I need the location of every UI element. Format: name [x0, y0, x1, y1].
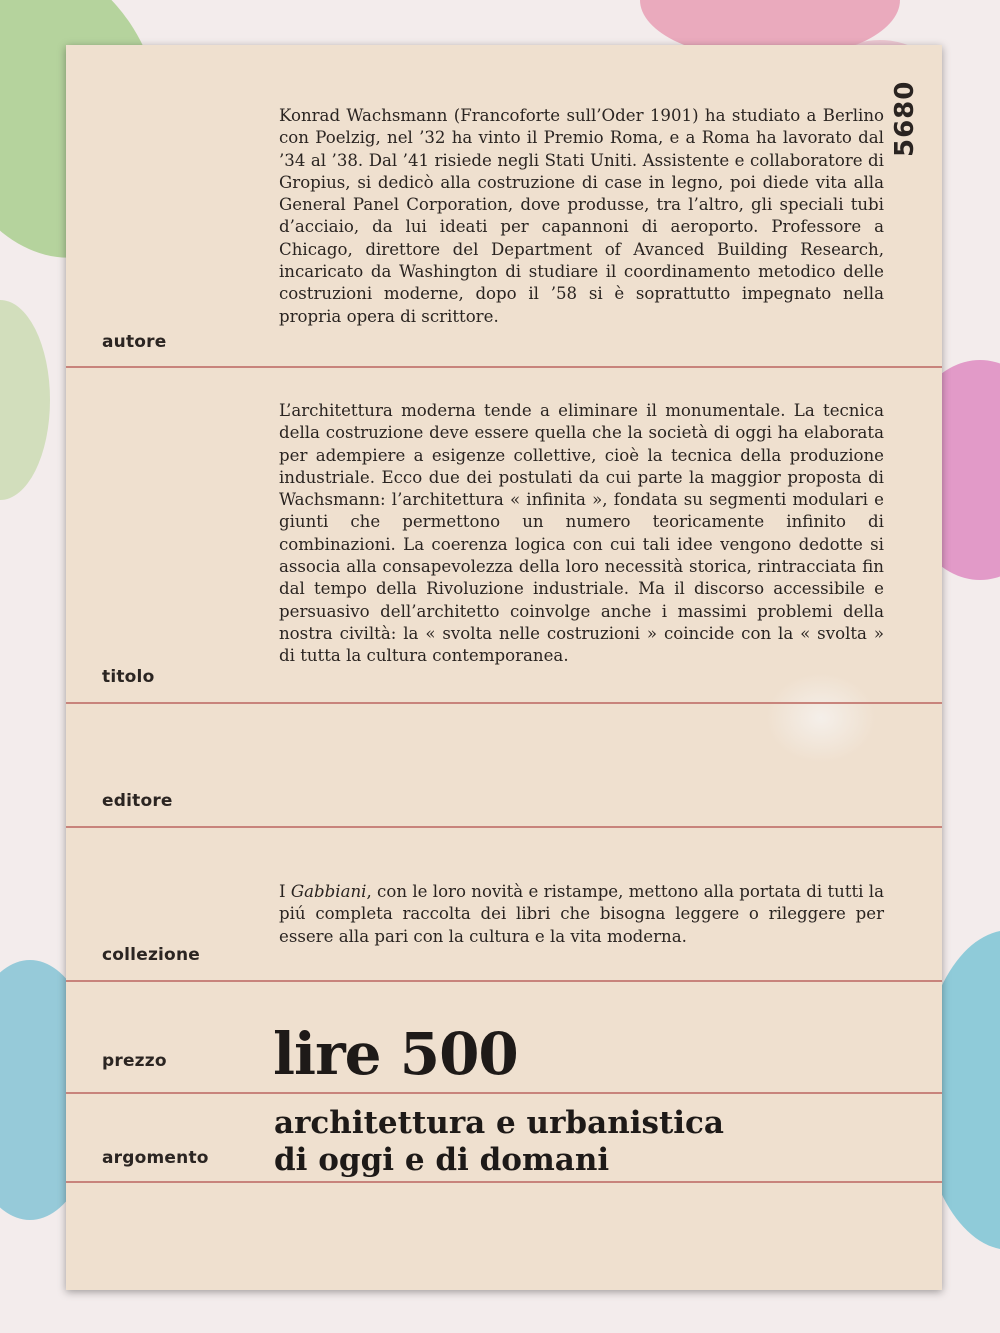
divider-rule: [66, 702, 942, 704]
collection-name: Gabbiani: [290, 882, 367, 901]
divider-rule: [66, 366, 942, 368]
label-collezione: collezione: [102, 945, 200, 965]
collection-text-rest: , con le loro novità e ristampe, mettono alla portata di tutti la piú completa raccolta dei libri che bisogna leggere o rileggere per essere alla pari con la cultura e la vita moderna.: [279, 882, 884, 946]
collection-text-prefix: I: [279, 882, 291, 901]
label-argomento: argomento: [102, 1148, 209, 1168]
topic-text: [274, 1105, 894, 1179]
topic-line-2: di oggi e di domani: [274, 1142, 610, 1178]
collection-text: [279, 881, 884, 948]
divider-rule: [66, 1181, 942, 1183]
label-prezzo: prezzo: [102, 1051, 167, 1071]
label-autore: autore: [102, 332, 167, 352]
title-description-text: L’architettura moderna tende a eliminare il monumentale. La tecnica della costruzione deve essere quella che la società di oggi ha elaborata per adempiere a esigenze collettive, cioè la tecnica della produzione industriale. Ecco due dei postulati da cui parte la maggior proposta di Wachsmann: l’architettura « infinita », fondata su segmenti modulari e giunti che permettono un numero teoricamente infinito di combinazioni. La coerenza logica con cui tali idee vengono dedotte si associa alla consapevolezza della loro necessità storica, rintracciata fin dal tempo della Rivoluzione industriale. Ma il discorso accessibile e persuasivo dell’architetto coinvolge anche i massimi problemi della nostra civiltà: la « svolta nelle costruzioni » coincide con la « svolta » di tutta la cultura contemporanea.: [279, 401, 884, 666]
paper-wear-mark: [766, 673, 876, 763]
serial-number: 5680: [890, 80, 920, 157]
topic-line-1: architettura e urbanistica: [274, 1105, 725, 1141]
divider-rule: [66, 826, 942, 828]
label-editore: editore: [102, 791, 173, 811]
author-text: Konrad Wachsmann (Francoforte sull’Oder 1901) ha studiato a Berlino con Poelzig, nel ’32 ha vinto il Premio Roma, e a Roma ha lavorato dal ’34 al ’38. Dal ’41 risiede negli Stati Uniti. Assistente e collaboratore di Gropius, si dedicò alla costruzione di case in legno, poi diede vita alla General Panel Corporation, dove produsse, tra l’altro, gli speciali tubi d’acciaio, da lui ideati per capannoni di aeroporto. Professore a Chicago, direttore del Department of Avanced Building Research, incaricato da Washington di studiare il coordinamento metodico delle costruzioni moderne, dopo il ’58 si è soprattutto impegnato nella propria opera di scrittore.: [279, 106, 884, 326]
label-titolo: titolo: [102, 667, 155, 687]
cloth-pattern-green: [0, 300, 50, 500]
book-back-cover: [66, 45, 942, 1290]
price-value: lire 500: [273, 1020, 518, 1088]
divider-rule: [66, 980, 942, 982]
divider-rule: [66, 1092, 942, 1094]
